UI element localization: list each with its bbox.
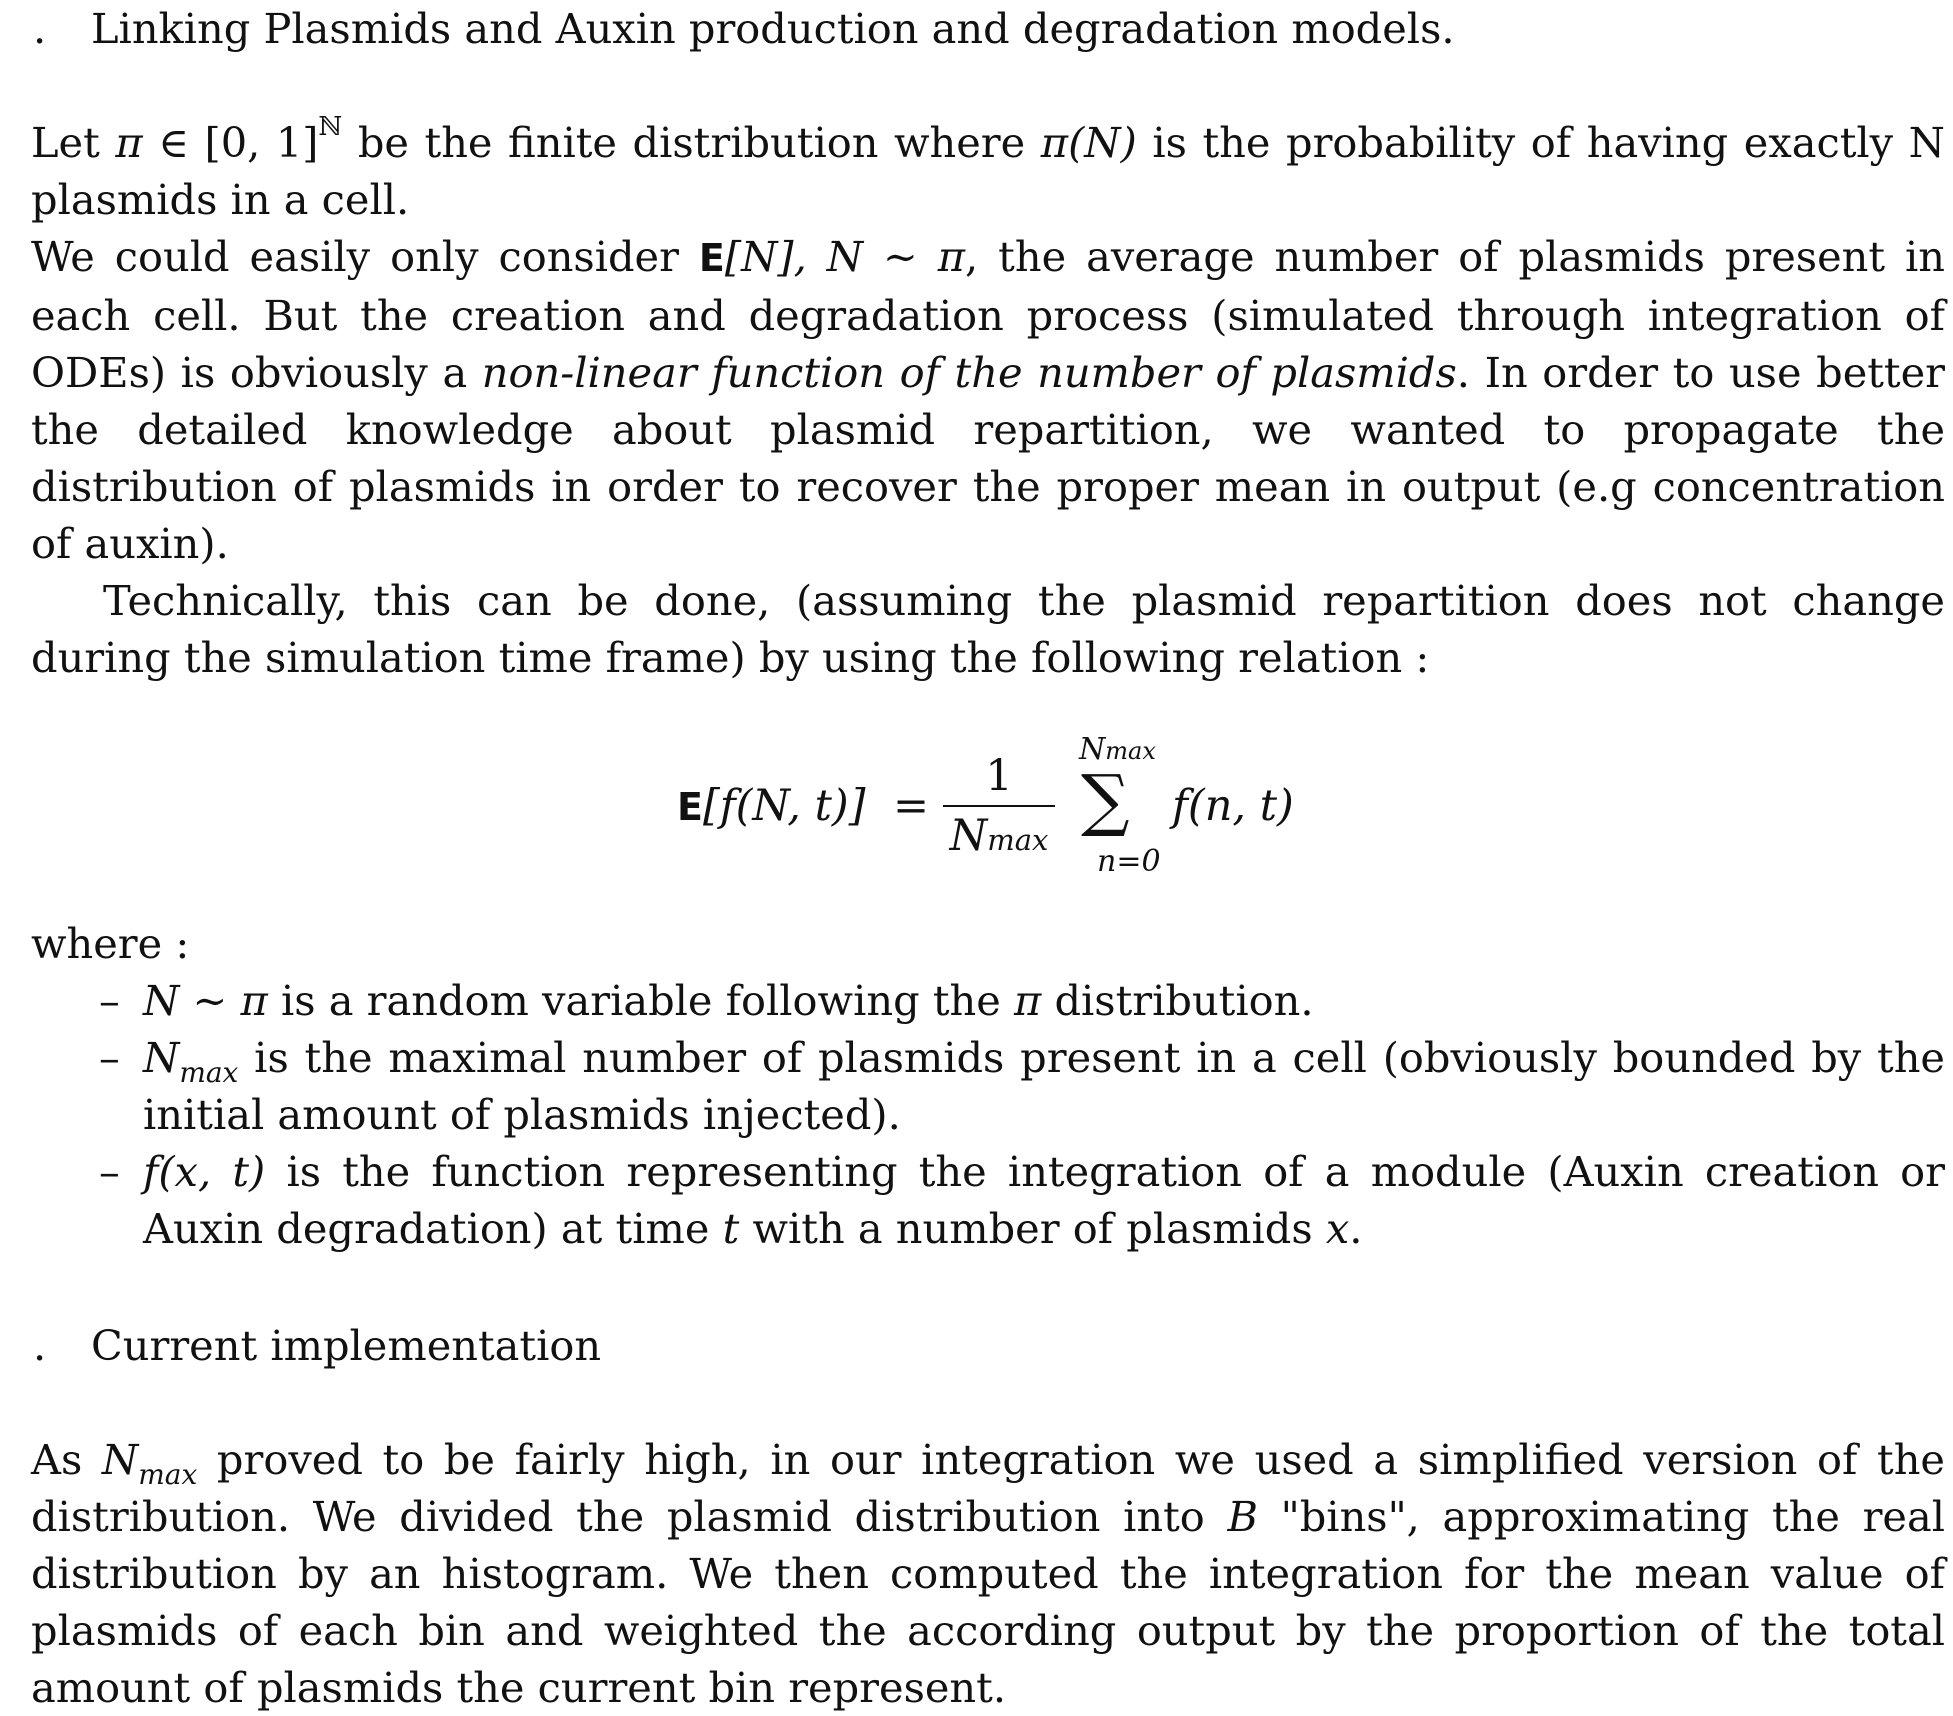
equation-fraction bbox=[943, 751, 1055, 865]
math-n-sim-pi: N ∼ π bbox=[143, 976, 268, 1025]
list-dash: – bbox=[99, 1033, 120, 1082]
equation-lhs bbox=[677, 778, 865, 836]
math-expectation-expr: [N], N ∼ π bbox=[724, 232, 966, 281]
section-title: Linking Plasmids and Auxin production and degradation models. bbox=[91, 4, 1455, 53]
text-span: distribution. bbox=[1041, 976, 1314, 1025]
math-subscript-max: max bbox=[1105, 737, 1156, 765]
math-pi: π bbox=[1013, 976, 1042, 1025]
section-heading-current-implementation bbox=[31, 1317, 1945, 1374]
list-item bbox=[99, 972, 1945, 1029]
math-interval: ∈ [0, 1] bbox=[142, 118, 319, 167]
math-expectation-symbol: E bbox=[698, 236, 725, 280]
math-t: t bbox=[722, 1204, 740, 1253]
text-span: be the finite distribution where bbox=[342, 118, 1041, 167]
document-page bbox=[31, 0, 1945, 1716]
list-dash: – bbox=[99, 1147, 120, 1196]
math-n: N bbox=[1079, 732, 1106, 767]
sum-lower-limit: n=0 bbox=[1097, 844, 1161, 879]
text-span: is a random variable following the bbox=[267, 976, 1014, 1025]
text-span: proved to be fairly high, in our integration we used a simplified version of the distribution. We divided the plasmid distribution into bbox=[31, 1435, 1945, 1541]
summation-symbol: ∑ bbox=[1081, 761, 1130, 840]
section-bullet: . bbox=[33, 4, 47, 53]
where-label: where : bbox=[31, 919, 190, 968]
fraction-numerator: 1 bbox=[985, 751, 1013, 801]
math-n: N bbox=[949, 811, 988, 861]
math-x: x bbox=[1325, 1204, 1350, 1253]
text-span: Let bbox=[31, 118, 116, 167]
math-n: N bbox=[101, 1435, 139, 1484]
fraction-denominator bbox=[943, 811, 1055, 865]
text-span: , the average number of plasmids present in each cell. But the creation and degradation process (simulated through integration of ODEs) is obviously a bbox=[31, 232, 1946, 397]
section-heading-linking-models bbox=[31, 0, 1945, 57]
section-bullet: . bbox=[33, 1321, 47, 1370]
math-expectation-symbol: E bbox=[677, 785, 703, 829]
math-n: N bbox=[143, 1033, 180, 1082]
math-superscript-naturals: ℕ bbox=[318, 112, 343, 142]
math-pi-of-n: π(N) bbox=[1040, 118, 1137, 167]
text-span: We could easily only consider bbox=[31, 232, 699, 281]
definitions-list bbox=[31, 972, 1945, 1257]
display-equation bbox=[31, 715, 1945, 901]
math-lhs-expr: [f(N, t)] bbox=[702, 781, 866, 831]
paragraph-implementation bbox=[31, 1431, 1945, 1716]
text-span: is the function representing the integration of a module (Auxin creation or Auxin degradation) at time bbox=[143, 1147, 1945, 1253]
math-subscript-max: max bbox=[138, 1458, 198, 1491]
paragraph-definition bbox=[31, 114, 1945, 228]
math-subscript-max: max bbox=[987, 823, 1049, 857]
text-span: "bins", approximating the real distribution by an histogram. We then computed the integration for the mean value of plasmids of each bin and weighted the according output by the proportion of the total amount of plasmids the current bin represent. bbox=[31, 1492, 1945, 1712]
math-b: B bbox=[1227, 1492, 1258, 1541]
text-span: with a number of plasmids bbox=[739, 1204, 1326, 1253]
fraction-bar bbox=[943, 805, 1055, 807]
text-span: is the maximal number of plasmids present in a cell (obviously bounded by the initial amount of plasmids injected). bbox=[143, 1033, 1945, 1139]
emphasized-text: non-linear function of the number of plasmids bbox=[481, 348, 1457, 397]
equation-equals: = bbox=[893, 781, 930, 831]
paragraph-motivation bbox=[31, 228, 1945, 572]
text-span: . In order to use better the detailed knowledge about plasmid repartition, we wanted to propagate the distribution of plasmids in order to recover the proper mean in output (e.g concentration of auxin). bbox=[31, 348, 1945, 568]
list-item bbox=[99, 1029, 1945, 1143]
math-pi: π bbox=[115, 118, 143, 167]
text-span: . bbox=[1349, 1204, 1363, 1253]
paragraph-technical: Technically, this can be done, (assuming the plasmid repartition does not change during the simulation time frame) by using the following relation : bbox=[31, 576, 1945, 682]
math-f-x-t: f(x, t) bbox=[143, 1147, 266, 1196]
list-item bbox=[99, 1143, 1945, 1257]
math-subscript-max: max bbox=[179, 1056, 239, 1089]
text-span: As bbox=[31, 1435, 102, 1484]
section-title: Current implementation bbox=[91, 1321, 602, 1370]
list-dash: – bbox=[99, 976, 120, 1025]
equation-rhs: f(n, t) bbox=[1172, 781, 1294, 831]
text-span: is the probability of having exactly N plasmids in a cell. bbox=[31, 118, 1945, 224]
